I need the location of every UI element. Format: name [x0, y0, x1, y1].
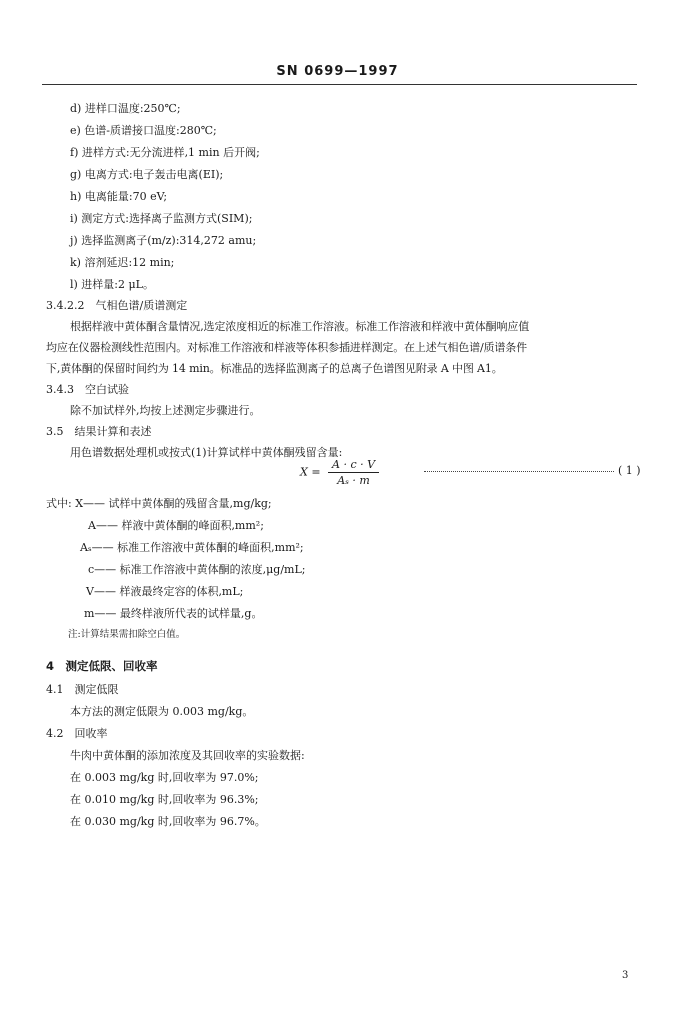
- calculation-note: 注:计算结果需扣除空白值。: [68, 629, 186, 640]
- paragraph-line: 本方法的测定低限为 0.003 mg/kg。: [70, 705, 254, 718]
- header-rule: [42, 84, 637, 85]
- condition-item: i) 测定方式:选择离子监测方式(SIM);: [70, 212, 253, 225]
- formula-1: [300, 458, 379, 487]
- paragraph-line: 用色谱数据处理机或按式(1)计算试样中黄体酮残留含量:: [70, 446, 343, 459]
- section-heading-3-4-3: 3.4.3 空白试验: [46, 383, 129, 396]
- condition-item: f) 进样方式:无分流进样,1 min 后开阀;: [70, 146, 260, 159]
- section-heading-3-4-2-2: 3.4.2.2 气相色谱/质谱测定: [46, 299, 188, 312]
- section-heading-3-5: 3.5 结果计算和表述: [46, 425, 152, 438]
- condition-item: j) 选择监测离子(m/z):314,272 amu;: [70, 234, 257, 247]
- section-heading-4-2: 4.2 回收率: [46, 727, 108, 740]
- formula-fraction: [328, 458, 379, 487]
- condition-item: e) 色谱-质谱接口温度:280℃;: [70, 124, 217, 137]
- condition-item: l) 进样量:2 μL。: [70, 278, 154, 291]
- section-heading-4-1: 4.1 测定低限: [46, 683, 119, 696]
- condition-item: d) 进样口温度:250℃;: [70, 102, 181, 115]
- page-number: 3: [622, 970, 629, 981]
- variable-definition: c—— 标准工作溶液中黄体酮的浓度,μg/mL;: [88, 563, 306, 576]
- paragraph-line: 均应在仪器检测线性范围内。对标准工作溶液和样液等体积参插进样测定。在上述气相色谱/质谱条件: [46, 341, 527, 354]
- page-header: SN 0699—1997: [276, 64, 399, 79]
- variable-definition: m—— 最终样液所代表的试样量,g。: [84, 607, 263, 620]
- variable-definition: Aₛ—— 标准工作溶液中黄体酮的峰面积,mm²;: [80, 541, 304, 554]
- formula-number: ( 1 ): [618, 464, 641, 477]
- variable-definition: 式中: X—— 试样中黄体酮的残留含量,mg/kg;: [46, 497, 272, 510]
- section-heading-4: 4 测定低限、回收率: [46, 659, 158, 673]
- paragraph-line: 牛肉中黄体酮的添加浓度及其回收率的实验数据:: [70, 749, 305, 762]
- condition-item: g) 电离方式:电子轰击电离(EI);: [70, 168, 224, 181]
- recovery-item: 在 0.010 mg/kg 时,回收率为 96.3%;: [70, 793, 259, 806]
- formula-numerator: A · c · V: [328, 458, 379, 473]
- condition-item: h) 电离能量:70 eV;: [70, 190, 168, 203]
- recovery-item: 在 0.030 mg/kg 时,回收率为 96.7%。: [70, 815, 266, 828]
- condition-item: k) 溶剂延迟:12 min;: [70, 256, 175, 269]
- formula-leader-dots: [424, 471, 614, 472]
- recovery-item: 在 0.003 mg/kg 时,回收率为 97.0%;: [70, 771, 259, 784]
- paragraph-line: 除不加试样外,均按上述测定步骤进行。: [70, 404, 261, 417]
- paragraph-line: 根据样液中黄体酮含量情况,选定浓度相近的标准工作溶液。标准工作溶液和样液中黄体酮响应值: [70, 320, 530, 333]
- variable-definition: A—— 样液中黄体酮的峰面积,mm²;: [88, 519, 264, 532]
- variable-definition: V—— 样液最终定容的体积,mL;: [86, 585, 244, 598]
- formula-denominator: Aₛ · m: [337, 474, 370, 487]
- formula-lhs: X =: [300, 465, 321, 479]
- paragraph-line: 下,黄体酮的保留时间约为 14 min。标准品的选择监测离子的总离子色谱图见附录 A 中图 A1。: [46, 362, 503, 375]
